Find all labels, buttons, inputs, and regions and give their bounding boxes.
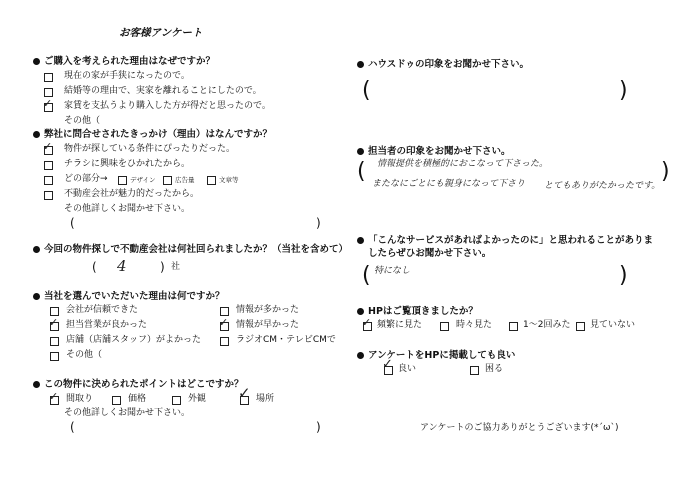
answer-open-paren: ( — [92, 260, 97, 274]
q7-answer-line1: 情報提供を積極的におこなって下さった。 — [377, 159, 549, 169]
q1-option-1-label: 現在の家が手狭になったので。 — [64, 71, 190, 81]
q9-option-2-checkbox[interactable] — [440, 322, 449, 331]
q4-option-1-label: 会社が信頼できた — [66, 305, 139, 315]
q6-question: ハウスドゥの印象をお聞かせ下さい。 — [368, 59, 529, 70]
q2-detail-label: その他詳しくお聞かせ下さい。 — [64, 204, 191, 214]
q9-option-3-label: 1〜2回みた — [523, 320, 571, 330]
answer-open-paren: ( — [362, 78, 371, 103]
q4-option-5-checkbox[interactable] — [50, 337, 59, 346]
q1-option-1-checkbox[interactable] — [44, 73, 53, 82]
bullet-icon — [33, 246, 40, 253]
q7-question: 担当者の印象をお聞かせ下さい。 — [368, 146, 511, 157]
q2-sub-design-checkbox[interactable] — [118, 176, 127, 185]
q2-option-3-checkbox[interactable] — [44, 176, 53, 185]
q4-option-1-checkbox[interactable] — [50, 307, 59, 316]
checkmark-icon: ✓ — [382, 357, 393, 372]
q7-answer-line2b: とてもありがたかったです。 — [544, 181, 661, 191]
q2-option-4-label: 不動産会社が魅力的だったから。 — [64, 189, 200, 199]
q9-question: HPはご覧頂きましたか？ — [368, 306, 478, 317]
q3-question: 今回の物件探しで不動産会社は何社回られましたか？（当社を含めて） — [44, 244, 349, 255]
q9-option-4-checkbox[interactable] — [576, 322, 585, 331]
answer-close-paren: ) — [316, 420, 321, 434]
q1-option-3-label: 家賃を支払うより購入した方が得だと思ったので。 — [64, 101, 271, 111]
q2-option-1-label: 物件が探している条件にぴったりだった。 — [64, 144, 236, 154]
q4-option-6-checkbox[interactable] — [220, 337, 229, 346]
checkmark-icon: ✓ — [238, 384, 251, 402]
answer-open-paren: ( — [357, 159, 366, 184]
q4-option-6-label: ラジオCM・テレビCMで — [236, 335, 336, 345]
q2-sub-adsize-checkbox[interactable] — [163, 176, 172, 185]
q4-option-7-label: その他（ — [66, 350, 103, 360]
q3-answer: 4 — [117, 257, 127, 275]
q9-option-1-label: 頻繁に見た — [377, 320, 423, 330]
q1-option-2-label: 結婚等の理由で、実家を離れることにしたので。 — [64, 86, 262, 96]
q1-option-2-checkbox[interactable] — [44, 88, 53, 97]
q4-option-7-checkbox[interactable] — [50, 352, 59, 361]
bullet-icon — [357, 352, 364, 359]
bullet-icon — [357, 308, 364, 315]
q7-answer-line2a: またなにごとにも親身になって下さり — [372, 179, 526, 189]
q2-sub-design-label: デザイン — [130, 176, 156, 184]
q9-option-3-checkbox[interactable] — [509, 322, 518, 331]
answer-close-paren: ) — [619, 263, 628, 288]
q4-option-2-checkbox[interactable] — [220, 307, 229, 316]
checkmark-icon: ✓ — [49, 390, 59, 403]
q10-option-2-label: 困る — [485, 364, 504, 374]
q5-option-3-checkbox[interactable] — [172, 396, 181, 405]
q2-question: 弊社に問合せされたきっかけ（理由）はなんですか？ — [44, 129, 273, 140]
answer-close-paren: ) — [619, 78, 628, 103]
q2-option-3-label: どの部分→ — [64, 174, 108, 184]
q5-option-2-label: 価格 — [128, 394, 147, 404]
q10-option-1-label: 良い — [398, 364, 417, 374]
q4-option-3-label: 担当営業が良かった — [66, 320, 148, 330]
q5-question: この物件に決められたポイントはどこですか？ — [44, 379, 244, 390]
checkmark-icon: ✓ — [43, 140, 53, 153]
answer-open-paren: ( — [70, 216, 75, 230]
q3-unit: 社 — [171, 262, 181, 272]
q5-option-4-label: 場所 — [256, 394, 275, 404]
q9-option-2-label: 時々見た — [456, 320, 493, 330]
answer-open-paren: ( — [70, 420, 75, 434]
checkmark-icon: ✓ — [43, 97, 53, 110]
q5-detail-label: その他詳しくお聞かせ下さい。 — [64, 408, 191, 418]
q8-question-line1: 「こんなサービスがあればよかったのに」と思われることがありま — [368, 235, 654, 246]
bullet-icon — [33, 58, 40, 65]
q8-answer: 特になし — [374, 266, 411, 276]
q2-sub-text-label: 文章等 — [219, 176, 239, 184]
q2-option-2-checkbox[interactable] — [44, 161, 53, 170]
q1-option-other-label: その他（ — [64, 116, 101, 126]
checkmark-icon: ✓ — [219, 316, 229, 329]
bullet-icon — [357, 61, 364, 68]
q4-option-5-label: 店舗（店舗スタッフ）がよかった — [66, 335, 202, 345]
answer-close-paren: ) — [160, 260, 165, 274]
answer-open-paren: ( — [362, 263, 371, 288]
q5-option-1-label: 間取り — [66, 394, 94, 404]
bullet-icon — [33, 293, 40, 300]
q4-question: 当社を選んでいただいた理由は何ですか？ — [44, 291, 225, 302]
answer-close-paren: ) — [316, 216, 321, 230]
thanks-message: アンケートのご協力ありがとうございます(*´ω`) — [420, 423, 619, 433]
q5-option-3-label: 外観 — [188, 394, 207, 404]
q1-question: ご購入を考えられた理由はなぜですか？ — [44, 56, 216, 67]
q2-sub-adsize-label: 広告量 — [175, 176, 195, 184]
q8-question-line2: したらぜひお聞かせ下さい。 — [368, 248, 492, 259]
bullet-icon — [33, 131, 40, 138]
q2-sub-text-checkbox[interactable] — [207, 176, 216, 185]
survey-title: お客様アンケート — [119, 27, 203, 39]
q4-option-2-label: 情報が多かった — [236, 305, 300, 315]
q4-option-4-label: 情報が早かった — [236, 320, 300, 330]
q10-question: アンケートをHPに掲載しても良い — [368, 350, 516, 361]
answer-close-paren: ) — [661, 159, 670, 184]
bullet-icon — [33, 381, 40, 388]
q10-option-2-checkbox[interactable] — [470, 366, 479, 375]
bullet-icon — [357, 148, 364, 155]
q2-option-2-label: チラシに興味をひかれたから。 — [64, 159, 191, 169]
q9-option-4-label: 見ていない — [590, 320, 636, 330]
bullet-icon — [357, 237, 364, 244]
q5-option-2-checkbox[interactable] — [112, 396, 121, 405]
q2-option-4-checkbox[interactable] — [44, 191, 53, 200]
checkmark-icon: ✓ — [362, 316, 372, 329]
checkmark-icon: ✓ — [49, 316, 59, 329]
